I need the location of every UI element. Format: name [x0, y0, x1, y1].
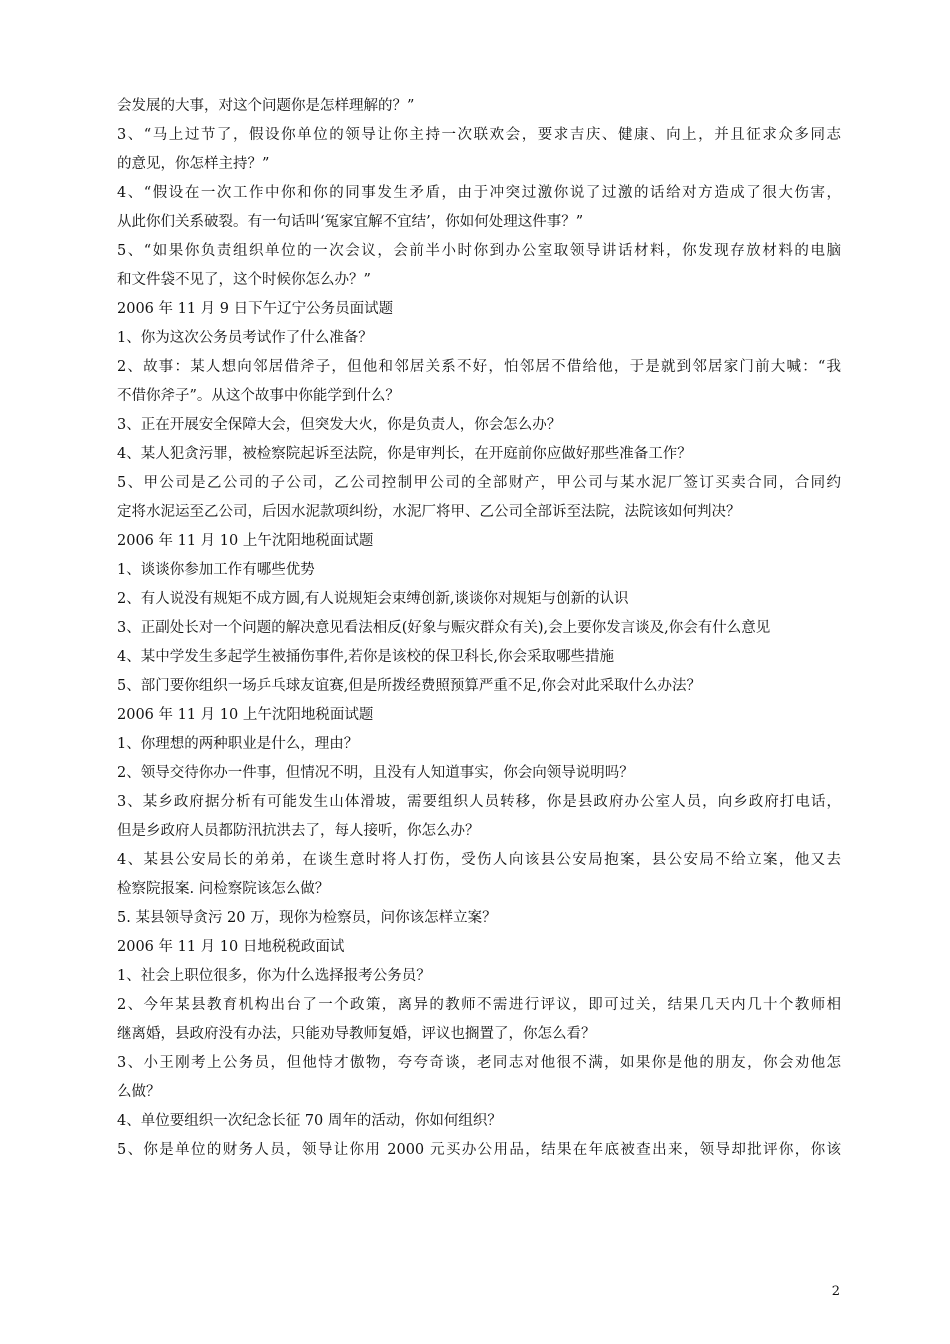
text-line: 2006 年 11 月 10 上午沈阳地税面试题 [117, 533, 374, 549]
text-line: 4、某县公安局长的弟弟，在谈生意时将人打伤，受伤人向该县公安局抱案，县公安局不给立案，他又去 [117, 852, 841, 868]
text-line: 4、单位要组织一次纪念长征 70 周年的活动，你如何组织？ [117, 1113, 502, 1129]
text-line: 2、故事：某人想向邻居借斧子，但他和邻居关系不好，怕邻居不借给他，于是就到邻居家门前大喊：“我 [117, 359, 841, 375]
text-line: 5. 某县领导贪污 20 万，现你为检察员，问你该怎样立案？ [117, 910, 497, 926]
text-line: 5、部门要你组织一场乒乓球友谊赛,但是所拨经费照预算严重不足,你会对此采取什么办法？ [117, 678, 701, 694]
text-line: 2006 年 11 月 10 上午沈阳地税面试题 [117, 707, 374, 723]
document-body [117, 96, 841, 1169]
text-line: 继离婚，县政府没有办法，只能劝导教师复婚，评议也搁置了，你怎么看？ [117, 1026, 596, 1042]
text-line: 3、某乡政府据分析有可能发生山体滑坡，需要组织人员转移，你是县政府办公室人员，向乡政府打电话， [117, 794, 841, 810]
text-line: 3、正副处长对一个问题的解决意见看法相反(好象与赈灾群众有关),会上要你发言谈及,你会有什么意见 [117, 620, 771, 636]
text-line: 2006 年 11 月 10 日地税税政面试 [117, 939, 345, 955]
text-line: 4、“假设在一次工作中你和你的同事发生矛盾，由于冲突过激你说了过激的话给对方造成了很大伤害， [117, 185, 841, 201]
text-line: 1、你理想的两种职业是什么，理由？ [117, 736, 359, 752]
text-line: 不借你斧子”。从这个故事中你能学到什么？ [117, 388, 400, 404]
text-line: 但是乡政府人员都防汛抗洪去了，每人接听，你怎么办？ [117, 823, 480, 839]
text-line: 么做？ [117, 1084, 161, 1100]
text-line: 3、“马上过节了，假设你单位的领导让你主持一次联欢会，要求吉庆、健康、向上，并且征求众多同志 [117, 127, 841, 143]
page-number: 2 [831, 1284, 840, 1299]
text-line: 2、领导交待你办一件事，但情况不明，且没有人知道事实，你会向领导说明吗？ [117, 765, 634, 781]
text-line: 2006 年 11 月 9 日下午辽宁公务员面试题 [117, 301, 394, 317]
text-line: 1、谈谈你参加工作有哪些优势 [117, 562, 315, 578]
text-line: 4、某人犯贪污罪，被检察院起诉至法院，你是审判长，在开庭前你应做好那些准备工作？ [117, 446, 692, 462]
text-line: 2、今年某县教育机构出台了一个政策，离异的教师不需进行评议，即可过关，结果几天内几十个教师相 [117, 997, 841, 1013]
text-line: 1、你为这次公务员考试作了什么准备？ [117, 330, 373, 346]
text-line: 3、小王刚考上公务员，但他恃才傲物，夸夸奇谈，老同志对他很不满，如果你是他的朋友，你会劝他怎 [117, 1055, 841, 1071]
text-line: 定将水泥运至乙公司，后因水泥款项纠纷，水泥厂将甲、乙公司全部诉至法院，法院该如何判决？ [117, 504, 741, 520]
text-line: 1、社会上职位很多，你为什么选择报考公务员？ [117, 968, 431, 984]
text-line: 的意见，你怎样主持？” [117, 156, 270, 172]
text-line: 会发展的大事，对这个问题你是怎样理解的？” [117, 98, 415, 114]
text-line: 从此你们关系破裂。有一句话叫‘冤家宜解不宜结’，你如何处理这件事？” [117, 214, 584, 230]
text-line: 2、有人说没有规矩不成方圆,有人说规矩会束缚创新,谈谈你对规矩与创新的认识 [117, 591, 629, 607]
text-line: 4、某中学发生多起学生被捅伤事件,若你是该校的保卫科长,你会采取哪些措施 [117, 649, 614, 665]
text-line: 3、正在开展安全保障大会，但突发大火，你是负责人，你会怎么办？ [117, 417, 562, 433]
text-line: 检察院报案. 问检察院该怎么做？ [117, 881, 330, 897]
text-line: 5、“如果你负责组织单位的一次会议，会前半小时你到办公室取领导讲话材料，你发现存放材料的电脑 [117, 243, 841, 259]
text-line: 和文件袋不见了，这个时候你怎么办？” [117, 272, 371, 288]
text-line: 5、你是单位的财务人员，领导让你用 2000 元买办公用品，结果在年底被查出来，领导却批评你，你该 [117, 1142, 841, 1158]
text-line: 5、甲公司是乙公司的子公司，乙公司控制甲公司的全部财产，甲公司与某水泥厂签订买卖合同，合同约 [117, 475, 841, 491]
